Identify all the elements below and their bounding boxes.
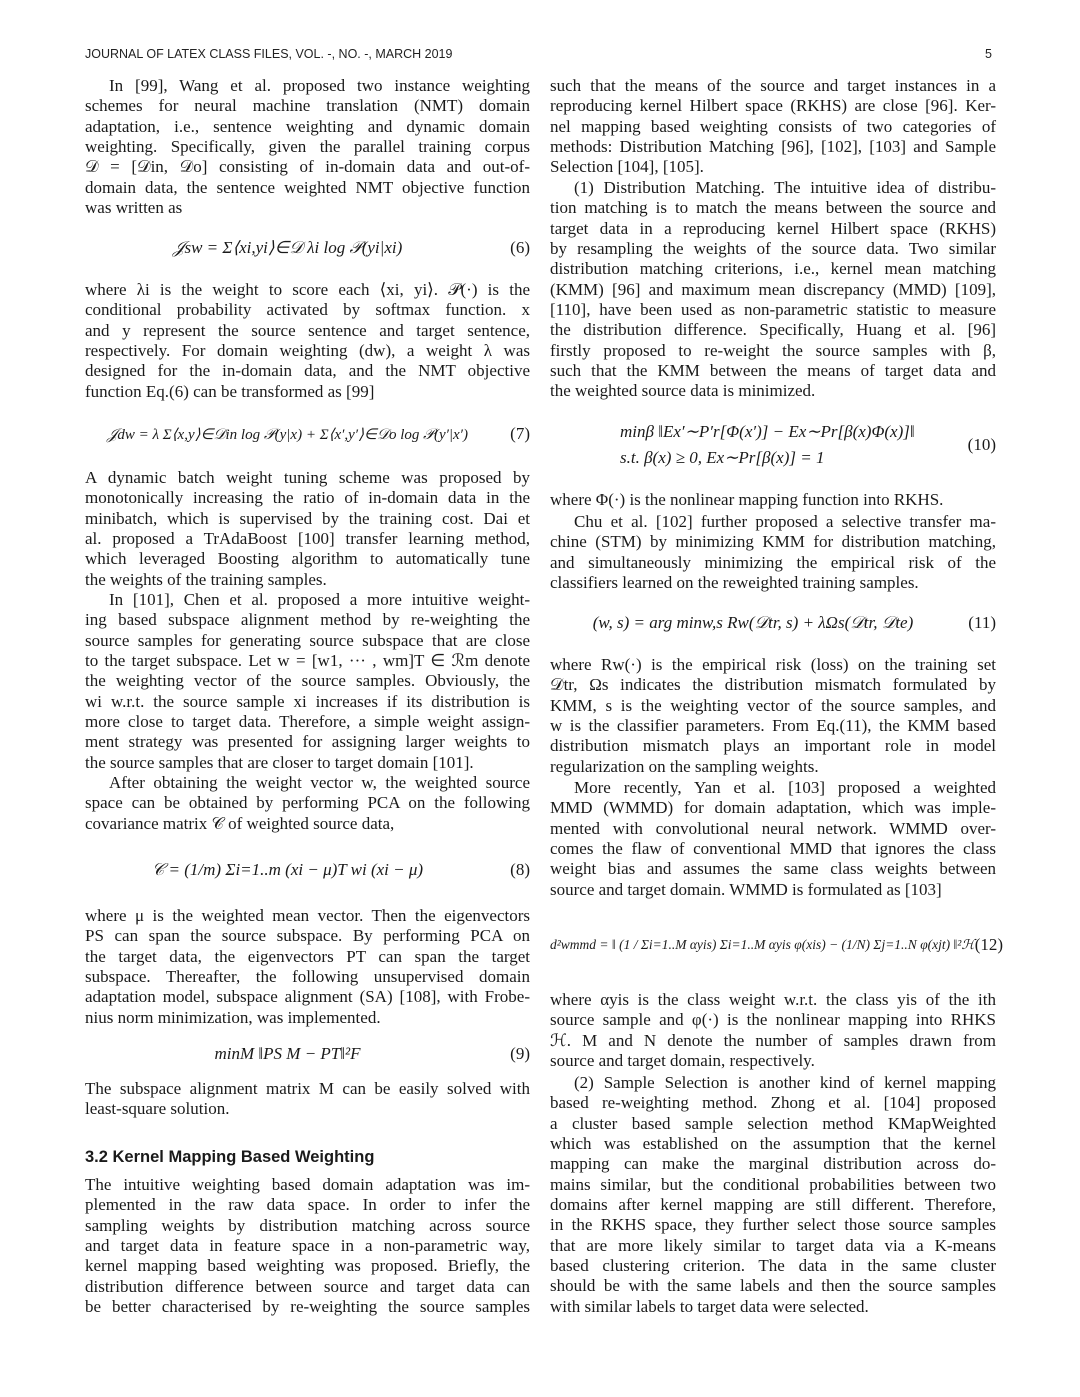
text-line: classifiers learned on the reweighted training samples. — [550, 573, 919, 593]
text-line: designed for the in-domain data, and the NMT objective — [85, 361, 530, 381]
text-line: space can be obtained by performing PCA on the following — [85, 793, 530, 813]
equation-body: (w, s) = arg minw,s Rw(𝒟tr, s) + λΩs(𝒟tr, 𝒟te) — [592, 613, 914, 632]
paragraph — [550, 1073, 996, 1317]
paragraph — [550, 512, 996, 593]
text-line: After obtaining the weight vector w, the weighted source — [109, 773, 530, 792]
text-line: [110], have been used as non-parametric statistic to measure — [550, 300, 996, 320]
paragraph — [85, 773, 530, 834]
equation-body: 𝒥sw = Σ⟨xi,yi⟩∈𝒟 λi log 𝒫(yi|xi) — [172, 238, 403, 257]
text-line: function Eq.(6) can be transformed as [99] — [85, 381, 375, 401]
text-line: 𝒟 = [𝒟in, 𝒟o] consisting of in-domain data and out-of- — [85, 157, 530, 177]
equation-number: (12) — [974, 935, 1004, 954]
text-line: monotonically increasing the ratio of in-domain data in the — [85, 488, 530, 508]
text-line: ment strategy was presented for assigning larger weights to — [85, 732, 530, 752]
text-line: domain data, the sentence weighted NMT objective function — [85, 177, 530, 197]
text-line: MMD (WMMD) for domain adaptation, which was imple- — [550, 798, 996, 818]
text-line: 𝒟tr, Ωs indicates the distribution mismatch formulated by — [550, 675, 996, 695]
text-line: the weighting vector of the source samples. Obviously, the — [85, 671, 530, 691]
equation-7 — [85, 414, 530, 454]
paragraph — [550, 778, 996, 900]
text-line: based clustering criterion. The data in the same cluster — [550, 1256, 996, 1276]
paragraph — [550, 76, 996, 178]
text-line: The intuitive weighting based domain adaptation was im- — [85, 1175, 530, 1194]
equation-12 — [550, 925, 1004, 965]
text-line: and target data in feature space in a non-parametric way, — [85, 1236, 530, 1256]
text-line: PS can span the source subspace. By performing PCA on — [85, 926, 530, 946]
text-line: nel mapping based weighting consists of two categories of — [550, 116, 996, 136]
text-line: al. proposed a TrAdaBoost [100] transfer learning method, — [85, 529, 530, 549]
equation-body: minM ‖PS M − PT‖²F — [214, 1044, 361, 1063]
text-line: and y represent the source sentence and target sentence, — [85, 320, 530, 340]
equation-number: (11) — [968, 613, 996, 632]
text-line: where Rw(·) is the empirical risk (loss) on the training set — [550, 655, 996, 674]
text-line: least-square solution. — [85, 1099, 230, 1119]
text-line: A dynamic batch weight tuning scheme was proposed by — [85, 468, 530, 487]
paragraph — [550, 490, 996, 510]
text-line: where μ is the weighted mean vector. Then the eigenvectors — [85, 906, 530, 925]
text-line: covariance matrix 𝒞 of weighted source data, — [85, 813, 395, 833]
paragraph — [550, 990, 996, 1071]
text-line: firstly proposed to re-weight the source samples with β, — [550, 340, 996, 360]
equation-number: (9) — [510, 1044, 530, 1063]
text-line: (2) Sample Selection is another kind of kernel mapping — [574, 1073, 996, 1092]
text-line: distribution mismatch plays an important role in model — [550, 736, 996, 756]
equation-8 — [85, 850, 530, 890]
equation-number: (7) — [510, 424, 530, 443]
text-line: should be with the same labels and then the source samples — [550, 1276, 996, 1296]
text-line: which leveraged Boosting algorithm to automatically tune — [85, 549, 530, 569]
equation-body: d²wmmd = ‖ (1 / Σi=1..M αyis) Σi=1..M αyis φ(xis) − (1/N) Σj=1..N φ(xjt) ‖²ℋ — [550, 937, 975, 952]
text-line: more close to target data. Therefore, a simple weight assign- — [85, 712, 530, 732]
text-line: plemented in the raw data space. In order to infer the — [85, 1195, 530, 1215]
text-line: the distribution difference. Specifically, Huang et al. [96] — [550, 320, 996, 340]
section-heading: 3.2 Kernel Mapping Based Weighting — [85, 1148, 375, 1166]
text-line: wi w.r.t. the source sample xi increases if its distribution is — [85, 691, 530, 711]
paragraph — [85, 76, 530, 218]
text-line: More recently, Yan et al. [103] proposed a weighted — [574, 778, 996, 797]
text-line: be better characterised by re-weighting the source samples — [85, 1297, 530, 1317]
text-line: weighting. Specifically, given the parallel training corpus — [85, 137, 530, 157]
text-line: where αyis is the class weight w.r.t. the class yis of the ith — [550, 990, 996, 1009]
equation-9 — [85, 1034, 530, 1074]
equation-number: (10) — [967, 435, 996, 454]
text-line: regularization on the sampling weights. — [550, 756, 819, 776]
text-line: (KMM) [96] and maximum mean discrepancy (MMD) [109], — [550, 279, 996, 299]
text-line: weight bias and assumes the same class weights between — [550, 859, 996, 879]
paragraph — [85, 280, 530, 402]
equation-body: 𝒞 = (1/m) Σi=1..m (xi − μ)T wi (xi − μ) — [151, 860, 424, 879]
equation-body — [550, 422, 956, 468]
text-line: target data in a reproducing kernel Hilbert space (RKHS) — [550, 218, 996, 238]
paragraph — [85, 906, 530, 1028]
text-line: In [101], Chen et al. proposed a more intuitive weight- — [109, 590, 530, 609]
text-line: respectively. For domain weighting (dw), a weight λ was — [85, 341, 530, 361]
text-line: ℋ. M and N denote the number of samples drawn from — [550, 1030, 996, 1050]
text-line: source samples for generating source subspace that are close — [85, 630, 530, 650]
text-line: based re-weighting method. Zhong et al. [104] proposed — [550, 1093, 996, 1113]
text-line: domains after kernel mapping are still different. Therefore, — [550, 1195, 996, 1215]
text-line: Selection [104], [105]. — [550, 157, 704, 177]
equation-number: (6) — [510, 238, 530, 257]
text-line: comes the flaw of conventional MMD that ignores the class — [550, 839, 996, 859]
equation-10 — [550, 420, 996, 470]
text-line: minibatch, which is supervised by the training cost. Dai et — [85, 508, 530, 528]
text-line: source sample and φ(·) is the nonlinear mapping into RHKS — [550, 1010, 996, 1030]
text-line: The subspace alignment matrix M can be easily solved with — [85, 1079, 530, 1098]
text-line: a cluster based sample selection method KMapWeighted — [550, 1113, 996, 1133]
text-line: where Φ(·) is the nonlinear mapping function into RKHS. — [550, 490, 944, 509]
equation-body: 𝒥dw = λ Σ⟨x,y⟩∈𝒟in log 𝒫(y|x) + Σ⟨x′,y′⟩∈𝒟o log 𝒫(y′|x′) — [107, 426, 468, 443]
page-number: 5 — [985, 47, 992, 61]
text-line: In [99], Wang et al. proposed two instance weighting — [109, 76, 530, 95]
equation-6 — [85, 228, 530, 268]
text-line: schemes for neural machine translation (NMT) domain — [85, 96, 530, 116]
text-line: subspace. Thereafter, the following unsupervised domain — [85, 967, 530, 987]
text-line: source and target domain. WMMD is formulated as [103] — [550, 879, 942, 899]
text-line: adaptation model, subspace alignment (SA) [108], with Frobe- — [85, 987, 530, 1007]
text-line: sampling weights by distribution matching across source — [85, 1215, 530, 1235]
text-line: methods: Distribution Matching [96], [102], [103] and Sample — [550, 137, 996, 157]
running-header: JOURNAL OF LATEX CLASS FILES, VOL. -, NO. -, MARCH 2019 — [85, 47, 453, 61]
text-line: such that the means of the source and target instances in a — [550, 76, 996, 95]
text-line: (1) Distribution Matching. The intuitive idea of distribu- — [574, 178, 996, 197]
text-line: mapping can make the marginal distribution across do- — [550, 1154, 996, 1174]
text-line: distribution matching criterions, i.e., kernel mean matching — [550, 259, 996, 279]
paragraph — [85, 590, 530, 773]
equation-line: s.t. β(x) ≥ 0, Ex∼Pr[β(x)] = 1 — [620, 448, 825, 467]
equation-number: (8) — [510, 860, 530, 879]
text-line: w is the classifier parameters. From Eq.(11), the KMM based — [550, 716, 996, 736]
text-line: KMM, s is the weighting vector of the source samples, and — [550, 695, 996, 715]
equation-line: minβ ‖Ex′∼P′r[Φ(x′)] − Ex∼Pr[β(x)Φ(x)]‖ — [620, 422, 915, 441]
text-line: ing based subspace alignment method by re-weighting the — [85, 610, 530, 630]
text-line: where λi is the weight to score each ⟨xi, yi⟩. 𝒫(·) is the — [85, 280, 530, 299]
paragraph — [85, 1079, 530, 1120]
text-line: source and target domain, respectively. — [550, 1051, 815, 1071]
text-line: chine (STM) by minimizing KMM for distribution matching, — [550, 532, 996, 552]
text-line: the target data, the eigenvectors PT can span the target — [85, 946, 530, 966]
paragraph — [550, 178, 996, 402]
text-line: which was established on the assumption that the kernel — [550, 1134, 996, 1154]
equation-11 — [550, 603, 996, 643]
paragraph — [550, 655, 996, 777]
text-line: conditional probability activated by softmax function. x — [85, 300, 530, 320]
text-line: the weights of the training samples. — [85, 569, 327, 589]
text-line: distribution difference between source and target data can — [85, 1276, 530, 1296]
text-line: by resampling the weights of the source data. Two similar — [550, 239, 996, 259]
text-line: Chu et al. [102] further proposed a selective transfer ma- — [574, 512, 996, 531]
text-line: the weighted source data is minimized. — [550, 381, 816, 401]
text-line: was written as — [85, 198, 183, 218]
text-line: in the RKHS space, they further select those source samples — [550, 1215, 996, 1235]
text-line: to the target subspace. Let w = [w1, ··· , wm]T ∈ ℛm denote — [85, 651, 530, 671]
text-line: with similar labels to target data were selected. — [550, 1296, 869, 1316]
text-line: and simultaneously minimizing the empirical risk of the — [550, 552, 996, 572]
paragraph — [85, 468, 530, 590]
text-line: mains similar, but the conditional probabilities between two — [550, 1174, 996, 1194]
text-line: mented with convolutional neural network. WMMD over- — [550, 818, 996, 838]
paragraph — [85, 1175, 530, 1317]
text-line: adaptation, i.e., sentence weighting and dynamic domain — [85, 116, 530, 136]
text-line: such that the KMM between the means of target data and — [550, 361, 996, 381]
text-line: reproducing kernel Hilbert space (RKHS) are close [96]. Ker- — [550, 96, 996, 116]
text-line: kernel mapping based weighting was proposed. Briefly, the — [85, 1256, 530, 1276]
text-line: the source samples that are closer to target domain [101]. — [85, 752, 474, 772]
text-line: tion matching is to match the means between the source and — [550, 198, 996, 218]
text-line: that are more likely similar to target data via a K-means — [550, 1235, 996, 1255]
text-line: nius norm minimization, was implemented. — [85, 1007, 381, 1027]
